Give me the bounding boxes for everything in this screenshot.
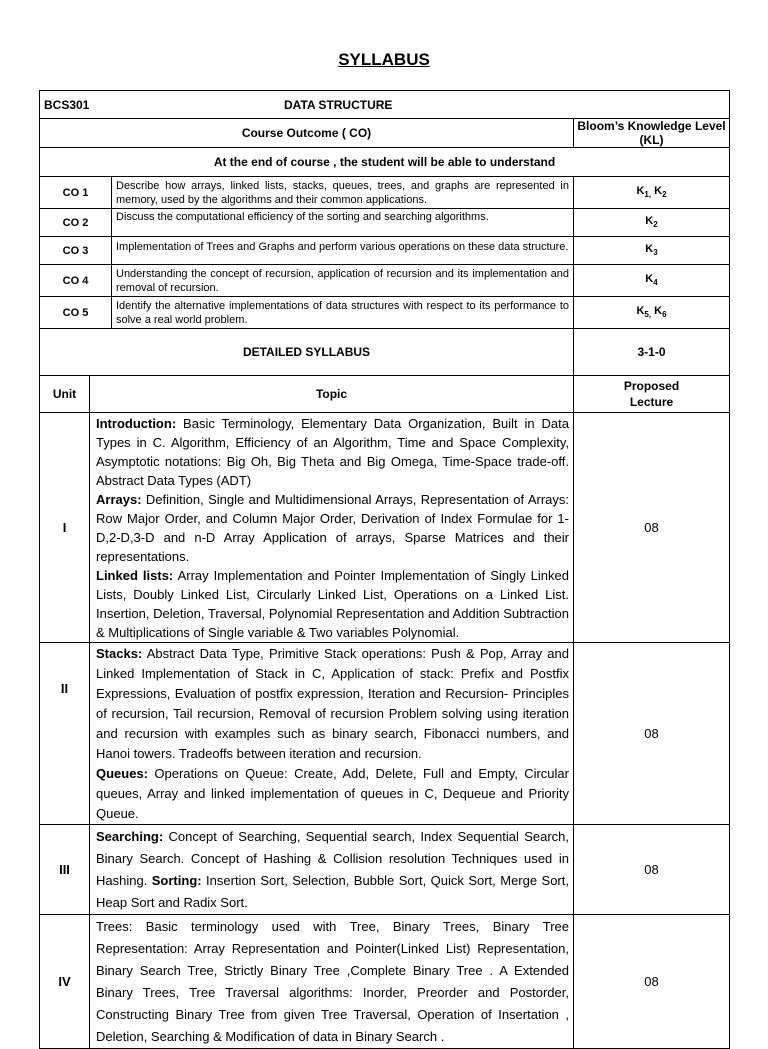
co-description: Implementation of Trees and Graphs and perform various operations on these data structure.: [112, 237, 574, 265]
intro-row: [40, 148, 730, 177]
unit-row: [40, 643, 730, 825]
page-title: SYLLABUS: [338, 50, 430, 69]
course-code: BCS301: [44, 97, 90, 112]
proposed-lecture: 08: [574, 413, 730, 643]
unit-header: Unit: [40, 376, 90, 413]
unit-number: II: [40, 643, 90, 825]
unit-topics: [90, 643, 574, 825]
co-header-row: [40, 119, 730, 148]
co-knowledge-level: $K_3$: [574, 237, 730, 265]
topic-section: Arrays: Definition, Single and Multidimensional Arrays, Representation of Arrays: Row Major Order, and Column Major Order, Derivation of Index Formulae for 1-D,2-D,3-D and n-D Array Application of arrays, Sparse Matrices and their representations.: [96, 492, 569, 564]
co-id: CO 4: [40, 265, 112, 297]
co-row: [40, 297, 730, 329]
lecture-header: Proposed Lecture: [574, 376, 730, 413]
co-id: CO 1: [40, 177, 112, 209]
proposed-lecture: 08: [574, 915, 730, 1049]
co-row: [40, 177, 730, 209]
course-cell: [40, 91, 730, 119]
unit-topics: Trees: Basic terminology used with Tree, Binary Trees, Binary Tree Representation: Array Representation and Pointer(Linked List) Representation, Binary Search Tree, Strictly Binary Tree ,Complete Binary Tree . A Extended Binary Trees, Tree Traversal algorithms: Inorder, Preorder and Postorder, Constructing Binary Tree from given Tree Traversal, Operation of Insertation , Deletion, Searching & Modification of data in Binary Search .: [90, 915, 574, 1049]
course-name: DATA STRUCTURE: [284, 97, 393, 112]
co-knowledge-level: $K_4$: [574, 265, 730, 297]
co-description: Understanding the concept of recursion, application of recursion and its implementation and removal of recursion.: [112, 265, 574, 297]
unit-topics: Searching: Concept of Searching, Sequential search, Index Sequential Search, Binary Search. Concept of Hashing & Collision resolution Techniques used in Hashing. Sorting: Insertion Sort, Selection, Bubble Sort, Quick Sort, Merge Sort, Heap Sort and Radix Sort.: [90, 825, 574, 915]
unit-number: III: [40, 825, 90, 915]
co-row: [40, 237, 730, 265]
topic-section: Stacks: Abstract Data Type, Primitive Stack operations: Push & Pop, Array and Linked Implementation of Stack in C, Application of stack: Prefix and Postfix Expressions, Evaluation of postfix expression, Iteration and Recursion- Principles of recursion, Tail recursion, Removal of recursion Problem solving using iteration and recursion with examples such as binary search, Fibonacci numbers, and Hanoi towers. Tradeoffs between iteration and recursion.: [96, 646, 569, 761]
co-id: CO 5: [40, 297, 112, 329]
co-description: Identify the alternative implementations of data structures with respect to its performance to solve a real world problem.: [112, 297, 574, 329]
co-knowledge-level: $K_2$: [574, 209, 730, 237]
course-header-row: [40, 91, 730, 119]
unit-row: [40, 413, 730, 643]
co-row: [40, 209, 730, 237]
unit-row: [40, 825, 730, 915]
co-header-bloom: Bloom’s Knowledge Level (KL): [574, 119, 730, 148]
proposed-lecture: 08: [574, 643, 730, 825]
unit-header-row: [40, 376, 730, 413]
intro-line: At the end of course , the student will be able to understand: [40, 148, 730, 177]
unit-row: [40, 915, 730, 1049]
proposed-lecture: 08: [574, 825, 730, 915]
detailed-syllabus-row: [40, 329, 730, 376]
unit-number: I: [40, 413, 90, 643]
co-description: Describe how arrays, linked lists, stacks, queues, trees, and graphs are represented in memory, used by the algorithms and their common applications.: [112, 177, 574, 209]
co-description: Discuss the computational efficiency of the sorting and searching algorithms.: [112, 209, 574, 237]
topic-header: Topic: [90, 376, 574, 413]
topic-section: Linked lists: Array Implementation and Pointer Implementation of Singly Linked Lists, Doubly Linked List, Circularly Linked List, Operations on a Linked List. Insertion, Deletion, Traversal, Polynomial Representation and Addition Subtraction & Multiplications of Single variable & Two variables Polynomial.: [96, 568, 569, 640]
topic-section: Queues: Operations on Queue: Create, Add, Delete, Full and Empty, Circular queues, Array and linked implementation of queues in C, Dequeue and Priority Queue.: [96, 766, 569, 821]
co-knowledge-level: $K_{5,}$ $K_6$: [574, 297, 730, 329]
detailed-syllabus-label: DETAILED SYLLABUS: [40, 329, 574, 376]
co-knowledge-level: $K_{1,}$ $K_2$: [574, 177, 730, 209]
unit-topics: [90, 413, 574, 643]
unit-number: IV: [40, 915, 90, 1049]
co-id: CO 3: [40, 237, 112, 265]
co-row: [40, 265, 730, 297]
co-header-outcome: Course Outcome ( CO): [40, 119, 574, 148]
topic-section: Introduction: Basic Terminology, Elementary Data Organization, Built in Data Types in C. Algorithm, Efficiency of an Algorithm, Time and Space Complexity, Asymptotic notations: Big Oh, Big Theta and Big Omega, Time-Space trade-off. Abstract Data Types (ADT): [96, 416, 569, 488]
ltp-value: 3-1-0: [574, 329, 730, 376]
co-id: CO 2: [40, 209, 112, 237]
syllabus-table: [39, 90, 730, 1049]
